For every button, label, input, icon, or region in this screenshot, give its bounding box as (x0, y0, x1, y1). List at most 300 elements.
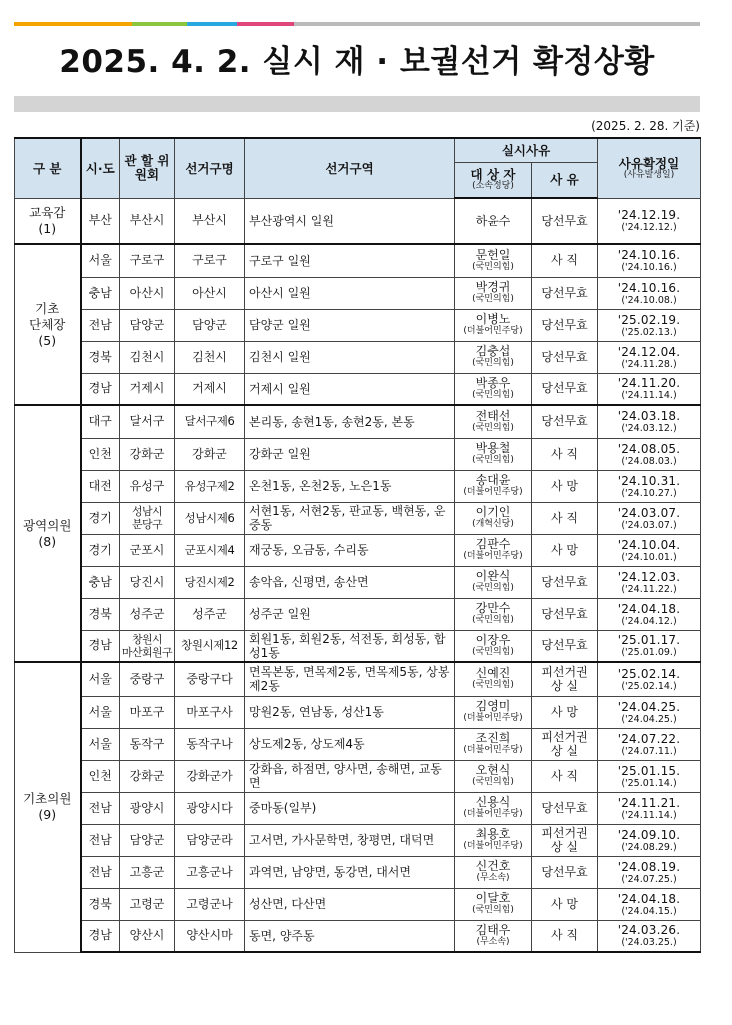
target-cell (455, 198, 532, 244)
district-name-cell: 동작구나 (175, 728, 245, 760)
confirm-date: '24.08.19. (617, 859, 681, 874)
candidate-name: 박용철 (475, 441, 511, 455)
sido-cell: 전남 (81, 309, 120, 341)
district-area-cell: 부산광역시 일원 (245, 198, 455, 244)
date-cell (598, 792, 701, 824)
candidate-party: (더불어민주당) (463, 487, 523, 497)
date-cell (598, 405, 701, 438)
candidate-name: 강만수 (475, 601, 511, 615)
candidate-name: 전태선 (475, 408, 511, 423)
reason-cell: 사 망 (532, 888, 598, 920)
table-row (15, 309, 701, 341)
reason-cell: 당선무효 (532, 405, 598, 438)
sido-cell: 경남 (81, 373, 120, 405)
confirm-date: '25.01.15. (617, 763, 681, 778)
candidate-party: (국민의힘) (472, 905, 514, 915)
district-name-cell: 고령군나 (175, 888, 245, 920)
date-cell (598, 470, 701, 502)
table-row (15, 888, 701, 920)
district-name-cell: 김천시 (175, 341, 245, 373)
commission-cell: 거제시 (120, 373, 175, 405)
commission-cell: 고흥군 (120, 856, 175, 888)
district-name-cell: 중랑구다 (175, 662, 245, 696)
date-cell (598, 824, 701, 856)
sido-cell: 경북 (81, 888, 120, 920)
occurred-date: ('24.11.14.) (621, 809, 677, 821)
reason-cell: 사 직 (532, 438, 598, 470)
district-area-cell: 강화군 일원 (245, 438, 455, 470)
occurred-date: ('24.08.03.) (621, 455, 677, 467)
reason-cell: 당선무효 (532, 630, 598, 662)
date-cell (598, 277, 701, 309)
district-name-cell: 창원시제12 (175, 630, 245, 662)
reason-cell: 당선무효 (532, 373, 598, 405)
date-cell (598, 696, 701, 728)
candidate-name: 김영미 (475, 699, 511, 713)
confirm-date: '24.03.18. (617, 409, 681, 424)
candidate-name: 신예진 (475, 666, 511, 681)
candidate-party: (더불어민주당) (463, 809, 523, 819)
target-cell (455, 662, 532, 696)
table-row (15, 438, 701, 470)
district-area-cell: 강화읍, 하점면, 양사면, 송해면, 교동면 (245, 760, 455, 792)
commission-cell: 유성구 (120, 470, 175, 502)
district-name-cell: 당진시제2 (175, 566, 245, 598)
occurred-date: ('25.01.14.) (621, 777, 677, 789)
table-row (15, 566, 701, 598)
occurred-date: ('24.10.16.) (621, 262, 677, 274)
district-name-cell: 군포시제4 (175, 534, 245, 566)
date-cell (598, 244, 701, 277)
commission-cell: 창원시 마산회원구 (120, 630, 175, 662)
table-row (15, 277, 701, 309)
candidate-name: 이달호 (475, 891, 511, 905)
commission-cell: 담양군 (120, 824, 175, 856)
reason-cell: 당선무효 (532, 856, 598, 888)
sido-cell: 경북 (81, 598, 120, 630)
occurred-date: ('25.02.13.) (621, 326, 677, 338)
confirm-date: '24.03.07. (617, 505, 681, 520)
commission-cell: 성남시 분당구 (120, 502, 175, 534)
district-area-cell: 회원1동, 회원2동, 석전동, 회성동, 합성1동 (245, 630, 455, 662)
district-area-cell: 망원2동, 연남동, 성산1동 (245, 696, 455, 728)
header-date (598, 138, 701, 198)
district-name-cell: 성남시제6 (175, 502, 245, 534)
candidate-party: (국민의힘) (472, 261, 514, 272)
reason-cell: 사 망 (532, 470, 598, 502)
target-cell (455, 373, 532, 405)
candidate-name: 이장우 (475, 632, 511, 647)
confirm-date: '24.04.18. (617, 601, 681, 616)
table-body (15, 198, 701, 952)
candidate-name: 이병노 (475, 312, 511, 326)
reason-cell: 피선거권 상 실 (532, 824, 598, 856)
district-name-cell: 거제시 (175, 373, 245, 405)
table-row (15, 373, 701, 405)
district-name-cell: 구로구 (175, 244, 245, 277)
commission-cell: 고령군 (120, 888, 175, 920)
confirm-date: '25.02.19. (617, 312, 681, 327)
confirm-date: '25.02.14. (617, 666, 681, 681)
confirm-date: '24.08.05. (617, 441, 681, 456)
confirm-date: '24.11.20. (617, 376, 681, 391)
target-cell (455, 760, 532, 792)
commission-cell: 강화군 (120, 760, 175, 792)
date-cell (598, 598, 701, 630)
occurred-date: ('25.01.09.) (621, 647, 677, 659)
target-cell (455, 309, 532, 341)
district-area-cell: 온천1동, 온천2동, 노은1동 (245, 470, 455, 502)
candidate-party: (국민의힘) (472, 680, 514, 691)
sido-cell: 경기 (81, 534, 120, 566)
district-area-cell: 과역면, 남양면, 동강면, 대서면 (245, 856, 455, 888)
district-area-cell: 김천시 일원 (245, 341, 455, 373)
target-cell (455, 824, 532, 856)
target-cell (455, 438, 532, 470)
district-area-cell: 면목본동, 면목제2동, 면목제5동, 상봉제2동 (245, 662, 455, 696)
table-row (15, 920, 701, 952)
sido-cell: 서울 (81, 662, 120, 696)
header-reason-group: 실시사유 (455, 138, 598, 162)
table-row (15, 760, 701, 792)
candidate-party: (국민의힘) (472, 615, 514, 625)
sido-cell: 인천 (81, 438, 120, 470)
commission-cell: 마포구 (120, 696, 175, 728)
table-row (15, 728, 701, 760)
date-cell (598, 198, 701, 244)
candidate-name: 문헌일 (475, 247, 511, 262)
occurred-date: ('24.11.14.) (621, 390, 677, 402)
target-cell (455, 566, 532, 598)
confirm-date: '25.01.17. (617, 633, 681, 648)
target-cell (455, 502, 532, 534)
candidate-name: 박종우 (475, 375, 511, 390)
commission-cell: 성주군 (120, 598, 175, 630)
date-cell (598, 341, 701, 373)
table-row (15, 696, 701, 728)
candidate-name: 이기인 (475, 505, 511, 519)
reason-cell: 피선거권 상 실 (532, 728, 598, 760)
target-cell (455, 856, 532, 888)
confirm-date: '24.10.16. (617, 280, 681, 295)
table-row (15, 502, 701, 534)
candidate-party: (국민의힘) (472, 422, 514, 433)
group-label: 기초의원 (9) (15, 662, 81, 952)
date-cell (598, 856, 701, 888)
header-target (455, 162, 532, 198)
sido-cell: 전남 (81, 824, 120, 856)
reason-cell: 사 직 (532, 244, 598, 277)
header-date-label: 사유확정일 (618, 155, 680, 171)
occurred-date: ('24.03.25.) (621, 937, 677, 949)
district-area-cell: 본리동, 송현1동, 송현2동, 본동 (245, 405, 455, 438)
commission-cell: 광양시 (120, 792, 175, 824)
sido-cell: 전남 (81, 856, 120, 888)
table-row (15, 341, 701, 373)
occurred-date: ('24.10.01.) (621, 551, 677, 563)
district-name-cell: 양산시마 (175, 920, 245, 952)
title-divider (14, 96, 700, 112)
district-name-cell: 담양군 (175, 309, 245, 341)
district-area-cell: 중마동(일부) (245, 792, 455, 824)
confirm-date: '24.03.26. (617, 923, 681, 938)
candidate-party: (개혁신당) (472, 519, 514, 529)
target-cell (455, 534, 532, 566)
header-sido: 시·도 (81, 138, 120, 198)
candidate-name: 오현식 (475, 763, 511, 777)
occurred-date: ('24.11.28.) (621, 358, 677, 370)
header-target-sub: (소속정당) (472, 181, 514, 192)
reason-cell: 당선무효 (532, 341, 598, 373)
district-name-cell: 성주군 (175, 598, 245, 630)
election-table (14, 137, 701, 953)
confirm-date: '24.12.03. (617, 569, 681, 584)
district-name-cell: 마포구사 (175, 696, 245, 728)
occurred-date: ('24.07.25.) (621, 873, 677, 885)
candidate-party: (국민의힘) (472, 777, 514, 787)
commission-cell: 군포시 (120, 534, 175, 566)
date-cell (598, 728, 701, 760)
commission-cell: 양산시 (120, 920, 175, 952)
date-cell (598, 502, 701, 534)
occurred-date: ('24.03.07.) (621, 519, 677, 531)
occurred-date: ('24.10.08.) (621, 294, 677, 306)
reason-cell: 사 직 (532, 502, 598, 534)
candidate-party: (무소속) (476, 936, 510, 947)
sido-cell: 서울 (81, 728, 120, 760)
header-reason: 사 유 (532, 162, 598, 198)
date-cell (598, 630, 701, 662)
candidate-party: (국민의힘) (472, 455, 514, 465)
date-cell (598, 438, 701, 470)
candidate-name: 박경귀 (475, 280, 511, 294)
confirm-date: '24.10.04. (617, 537, 681, 552)
sido-cell: 경기 (81, 502, 120, 534)
district-name-cell: 달서구제6 (175, 405, 245, 438)
confirm-date: '24.09.10. (617, 827, 681, 842)
group-label: 교육감 (1) (15, 198, 81, 244)
occurred-date: ('24.08.29.) (621, 841, 677, 853)
bar-segment-pink (237, 22, 294, 26)
header-date-sub: (사유발생일) (623, 169, 675, 180)
candidate-party: (더불어민주당) (463, 551, 523, 561)
commission-cell: 구로구 (120, 244, 175, 277)
target-cell (455, 244, 532, 277)
candidate-name: 신건호 (475, 859, 511, 873)
district-area-cell: 송악읍, 신평면, 송산면 (245, 566, 455, 598)
date-cell (598, 662, 701, 696)
candidate-name: 김판수 (475, 537, 511, 551)
district-area-cell: 동면, 양주동 (245, 920, 455, 952)
target-cell (455, 696, 532, 728)
confirm-date: '24.07.22. (617, 731, 681, 746)
sido-cell: 부산 (81, 198, 120, 244)
commission-cell: 부산시 (120, 198, 175, 244)
candidate-party: (국민의힘) (472, 358, 514, 368)
district-area-cell: 재궁동, 오금동, 수리동 (245, 534, 455, 566)
district-area-cell: 고서면, 가사문학면, 창평면, 대덕면 (245, 824, 455, 856)
date-cell (598, 373, 701, 405)
date-cell (598, 309, 701, 341)
table-row (15, 534, 701, 566)
district-area-cell: 담양군 일원 (245, 309, 455, 341)
commission-cell: 강화군 (120, 438, 175, 470)
candidate-party: (더불어민주당) (463, 326, 523, 336)
candidate-name: 신용식 (475, 795, 511, 809)
commission-cell: 달서구 (120, 405, 175, 438)
date-cell (598, 534, 701, 566)
table-row (15, 598, 701, 630)
candidate-party: (더불어민주당) (463, 841, 523, 851)
table-row (15, 792, 701, 824)
group-label: 기초 단체장 (5) (15, 244, 81, 405)
candidate-party: (국민의힘) (472, 389, 514, 400)
candidate-party: (국민의힘) (472, 583, 514, 593)
candidate-party: (국민의힘) (472, 646, 514, 657)
date-cell (598, 920, 701, 952)
table-row (15, 662, 701, 696)
candidate-name: 하윤수 (475, 213, 511, 228)
confirm-date: '24.12.19. (617, 208, 681, 223)
target-cell (455, 341, 532, 373)
commission-cell: 아산시 (120, 277, 175, 309)
reason-cell: 당선무효 (532, 598, 598, 630)
confirm-date: '24.04.25. (617, 699, 681, 714)
sido-cell: 경남 (81, 920, 120, 952)
sido-cell: 충남 (81, 277, 120, 309)
district-name-cell: 강화군가 (175, 760, 245, 792)
commission-cell: 담양군 (120, 309, 175, 341)
bar-segment-blue (187, 22, 237, 26)
table-row (15, 856, 701, 888)
district-name-cell: 광양시다 (175, 792, 245, 824)
reason-cell: 사 직 (532, 760, 598, 792)
table-row (15, 470, 701, 502)
reason-cell: 사 직 (532, 920, 598, 952)
sido-cell: 경남 (81, 630, 120, 662)
candidate-name: 최용호 (475, 827, 511, 841)
occurred-date: ('24.07.11.) (621, 745, 677, 757)
sido-cell: 서울 (81, 244, 120, 277)
target-cell (455, 630, 532, 662)
district-name-cell: 부산시 (175, 198, 245, 244)
candidate-party: (국민의힘) (472, 294, 514, 304)
occurred-date: ('24.10.27.) (621, 487, 677, 499)
date-cell (598, 888, 701, 920)
district-area-cell: 성산면, 다산면 (245, 888, 455, 920)
target-cell (455, 277, 532, 309)
top-color-bar (14, 22, 700, 26)
header-target-label: 대 상 자 (470, 167, 516, 183)
sido-cell: 인천 (81, 760, 120, 792)
target-cell (455, 920, 532, 952)
target-cell (455, 470, 532, 502)
target-cell (455, 792, 532, 824)
commission-cell: 동작구 (120, 728, 175, 760)
table-row (15, 198, 701, 244)
target-cell (455, 598, 532, 630)
confirm-date: '24.10.31. (617, 473, 681, 488)
bar-segment-green (132, 22, 187, 26)
candidate-name: 송대윤 (475, 473, 511, 487)
sido-cell: 대구 (81, 405, 120, 438)
candidate-name: 조진희 (475, 731, 511, 745)
confirm-date: '24.12.04. (617, 344, 681, 359)
group-label: 광역의원 (8) (15, 405, 81, 662)
commission-cell: 중랑구 (120, 662, 175, 696)
district-area-cell: 서현1동, 서현2동, 판교동, 백현동, 운중동 (245, 502, 455, 534)
occurred-date: ('24.04.25.) (621, 713, 677, 725)
reason-cell: 사 망 (532, 534, 598, 566)
header-gu: 구 분 (15, 138, 81, 198)
confirm-date: '24.04.18. (617, 891, 681, 906)
candidate-name: 이완식 (475, 569, 511, 583)
confirm-date: '24.10.16. (617, 248, 681, 263)
table-row (15, 405, 701, 438)
sido-cell: 충남 (81, 566, 120, 598)
target-cell (455, 405, 532, 438)
date-cell (598, 566, 701, 598)
bar-segment-orange (14, 22, 132, 26)
commission-cell: 김천시 (120, 341, 175, 373)
reason-cell: 피선거권 상 실 (532, 662, 598, 696)
reason-cell: 사 망 (532, 696, 598, 728)
table-row (15, 824, 701, 856)
sido-cell: 서울 (81, 696, 120, 728)
date-cell (598, 760, 701, 792)
occurred-date: ('24.12.12.) (621, 222, 677, 234)
reason-cell: 당선무효 (532, 309, 598, 341)
district-name-cell: 고흥군나 (175, 856, 245, 888)
district-area-cell: 거제시 일원 (245, 373, 455, 405)
page-title: 2025. 4. 2. 실시 재 · 보궐선거 확정상황 (59, 44, 655, 80)
district-area-cell: 상도제2동, 상도제4동 (245, 728, 455, 760)
header-district-area: 선거구역 (245, 138, 455, 198)
candidate-party: (더불어민주당) (463, 713, 523, 723)
header-commission: 관 할 위원회 (120, 138, 175, 198)
district-name-cell: 아산시 (175, 277, 245, 309)
occurred-date: ('25.02.14.) (621, 680, 677, 692)
target-cell (455, 888, 532, 920)
district-name-cell: 담양군라 (175, 824, 245, 856)
occurred-date: ('24.04.15.) (621, 905, 677, 917)
reason-cell: 당선무효 (532, 566, 598, 598)
occurred-date: ('24.03.12.) (621, 423, 677, 435)
candidate-party: (더불어민주당) (463, 745, 523, 755)
district-area-cell: 성주군 일원 (245, 598, 455, 630)
sido-cell: 대전 (81, 470, 120, 502)
basis-date: (2025. 2. 28. 기준) (591, 119, 700, 133)
header-district-name: 선거구명 (175, 138, 245, 198)
occurred-date: ('24.11.22.) (621, 583, 677, 595)
reason-cell: 당선무효 (532, 792, 598, 824)
table-row (15, 244, 701, 277)
candidate-name: 김충섭 (475, 344, 511, 358)
district-area-cell: 아산시 일원 (245, 277, 455, 309)
district-name-cell: 유성구제2 (175, 470, 245, 502)
candidate-name: 김태우 (475, 922, 511, 937)
sido-cell: 전남 (81, 792, 120, 824)
district-area-cell: 구로구 일원 (245, 244, 455, 277)
candidate-party: (무소속) (476, 873, 510, 883)
reason-cell: 당선무효 (532, 277, 598, 309)
reason-cell: 당선무효 (532, 198, 598, 244)
district-name-cell: 강화군 (175, 438, 245, 470)
bar-segment-grey (294, 22, 700, 26)
table-row (15, 630, 701, 662)
sido-cell: 경북 (81, 341, 120, 373)
occurred-date: ('24.04.12.) (621, 615, 677, 627)
